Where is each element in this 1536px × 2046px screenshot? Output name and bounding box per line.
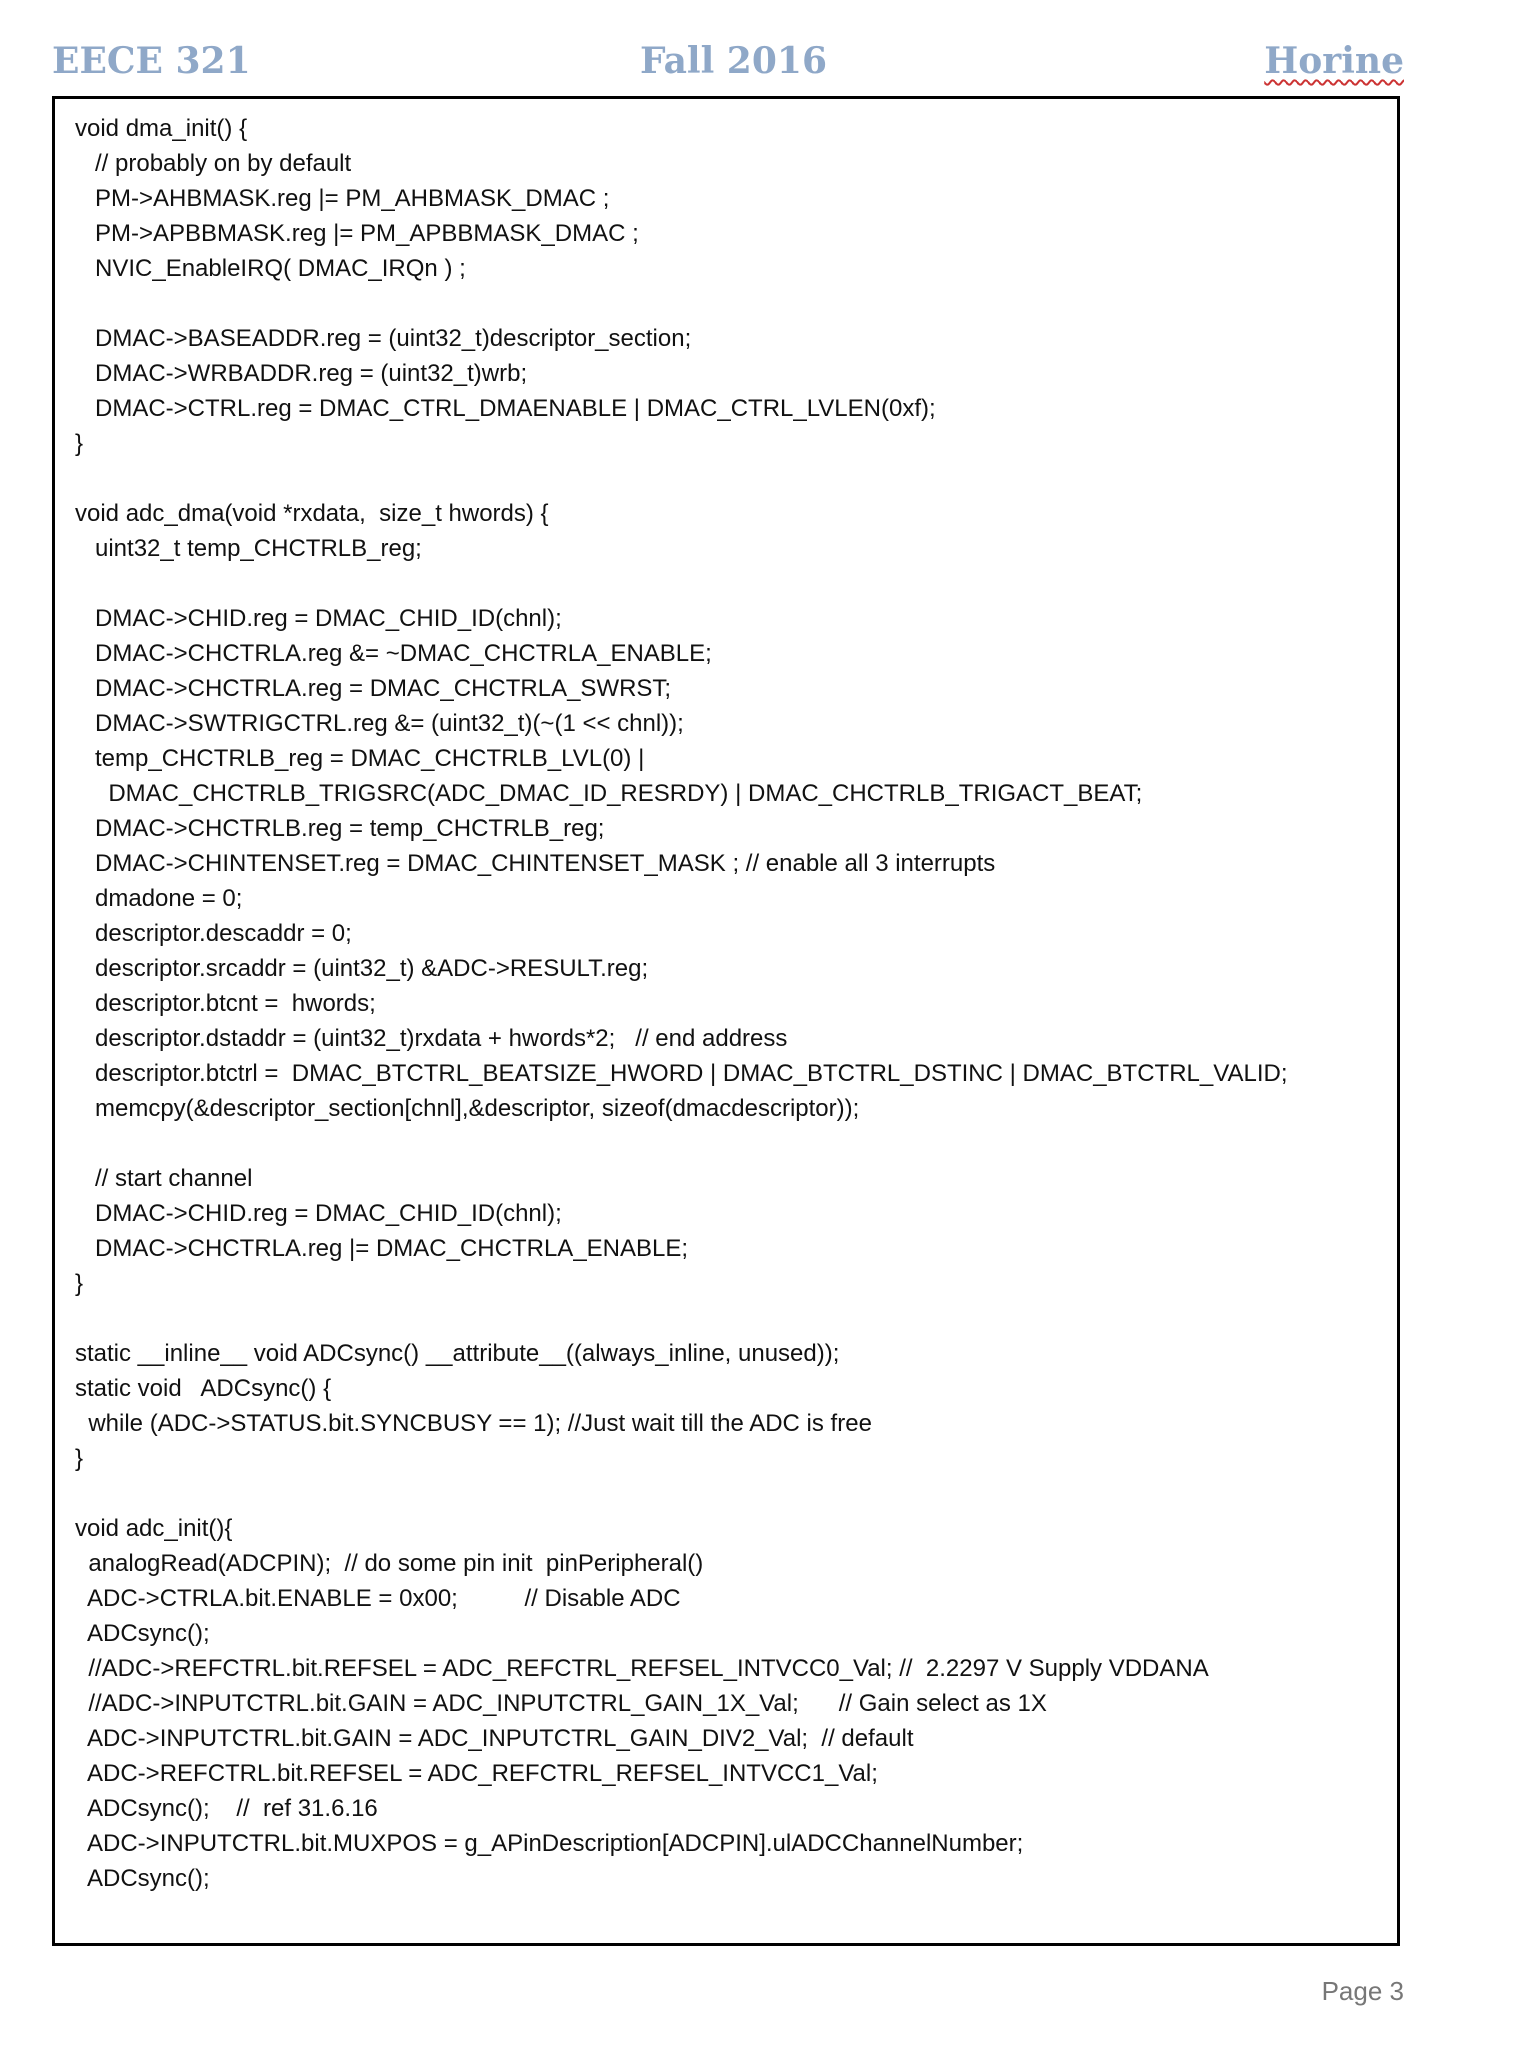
code-line: DMAC->WRBADDR.reg = (uint32_t)wrb; [75, 360, 528, 387]
code-line: DMAC_CHCTRLB_TRIGSRC(ADC_DMAC_ID_RESRDY) | DMAC_CHCTRLB_TRIGACT_BEAT; [75, 780, 1143, 807]
code-line: NVIC_EnableIRQ( DMAC_IRQn ) ; [75, 255, 466, 282]
code-line: void adc_init(){ [75, 1515, 233, 1542]
code-listing-box [52, 96, 1400, 1946]
code-line: DMAC->CHINTENSET.reg = DMAC_CHINTENSET_MASK ; // enable all 3 interrupts [75, 850, 996, 877]
code-line: } [75, 1445, 84, 1472]
course-title: EECE 321 [52, 40, 251, 82]
code-line: void dma_init() { [75, 115, 248, 142]
code-line: DMAC->CHCTRLA.reg |= DMAC_CHCTRLA_ENABLE; [75, 1235, 689, 1262]
code-line: ADC->INPUTCTRL.bit.GAIN = ADC_INPUTCTRL_GAIN_DIV2_Val; // default [75, 1725, 914, 1752]
code-line: ADCsync(); [75, 1620, 210, 1647]
code-line: } [75, 430, 84, 457]
code-line: ADCsync(); // ref 31.6.16 [75, 1795, 378, 1822]
code-line: PM->APBBMASK.reg |= PM_APBBMASK_DMAC ; [75, 220, 639, 247]
code-line: DMAC->CHID.reg = DMAC_CHID_ID(chnl); [75, 605, 562, 632]
code-line: descriptor.srcaddr = (uint32_t) &ADC->RESULT.reg; [75, 955, 649, 982]
code-line: descriptor.btcnt = hwords; [75, 990, 376, 1017]
code-line: descriptor.btctrl = DMAC_BTCTRL_BEATSIZE_HWORD | DMAC_BTCTRL_DSTINC | DMAC_BTCTRL_VALID; [75, 1060, 1288, 1087]
code-line: void adc_dma(void *rxdata, size_t hwords) { [75, 500, 549, 527]
code-line: // start channel [75, 1165, 253, 1192]
code-line: //ADC->REFCTRL.bit.REFSEL = ADC_REFCTRL_REFSEL_INTVCC0_Val; // 2.2297 V Supply VDDANA [75, 1655, 1209, 1682]
author-name: Horine [1264, 40, 1404, 82]
code-line: descriptor.dstaddr = (uint32_t)rxdata + hwords*2; // end address [75, 1025, 788, 1052]
code-line: DMAC->CHCTRLB.reg = temp_CHCTRLB_reg; [75, 815, 605, 842]
code-line [75, 566, 1375, 601]
code-line: memcpy(&descriptor_section[chnl],&descriptor, sizeof(dmacdescriptor)); [75, 1095, 860, 1122]
code-line: ADC->INPUTCTRL.bit.MUXPOS = g_APinDescription[ADCPIN].ulADCChannelNumber; [75, 1830, 1024, 1857]
code-line: // probably on by default [75, 150, 352, 177]
code-line: descriptor.descaddr = 0; [75, 920, 352, 947]
code-line: temp_CHCTRLB_reg = DMAC_CHCTRLB_LVL(0) | [75, 745, 645, 772]
code-line [75, 286, 1375, 321]
code-line [75, 1476, 1375, 1511]
code-line: //ADC->INPUTCTRL.bit.GAIN = ADC_INPUTCTRL_GAIN_1X_Val; // Gain select as 1X [75, 1690, 1047, 1717]
code-line: static __inline__ void ADCsync() __attribute__((always_inline, unused)); [75, 1340, 840, 1367]
term-title: Fall 2016 [640, 40, 827, 82]
code-line: DMAC->CHCTRLA.reg = DMAC_CHCTRLA_SWRST; [75, 675, 672, 702]
code-line: ADC->CTRLA.bit.ENABLE = 0x00; // Disable ADC [75, 1585, 681, 1612]
code-line: DMAC->CHID.reg = DMAC_CHID_ID(chnl); [75, 1200, 562, 1227]
code-line: dmadone = 0; [75, 885, 243, 912]
code-line: while (ADC->STATUS.bit.SYNCBUSY == 1); //Just wait till the ADC is free [75, 1410, 872, 1437]
code-listing [75, 111, 1375, 1896]
code-line: } [75, 1270, 84, 1297]
code-line: DMAC->CTRL.reg = DMAC_CTRL_DMAENABLE | DMAC_CTRL_LVLEN(0xf); [75, 395, 936, 422]
code-line [75, 1126, 1375, 1161]
code-line: uint32_t temp_CHCTRLB_reg; [75, 535, 422, 562]
page-number: Page 3 [1321, 1976, 1404, 2006]
page-header [0, 40, 1536, 86]
code-line: PM->AHBMASK.reg |= PM_AHBMASK_DMAC ; [75, 185, 610, 212]
code-line: static void ADCsync() { [75, 1375, 332, 1402]
code-line: DMAC->SWTRIGCTRL.reg &= (uint32_t)(~(1 << chnl)); [75, 710, 684, 737]
code-line: DMAC->BASEADDR.reg = (uint32_t)descriptor_section; [75, 325, 692, 352]
code-line [75, 1301, 1375, 1336]
code-line [75, 461, 1375, 496]
code-line: analogRead(ADCPIN); // do some pin init pinPeripheral() [75, 1550, 704, 1577]
code-line: ADCsync(); [75, 1865, 210, 1892]
code-line: ADC->REFCTRL.bit.REFSEL = ADC_REFCTRL_REFSEL_INTVCC1_Val; [75, 1760, 878, 1787]
code-line: DMAC->CHCTRLA.reg &= ~DMAC_CHCTRLA_ENABLE; [75, 640, 712, 667]
